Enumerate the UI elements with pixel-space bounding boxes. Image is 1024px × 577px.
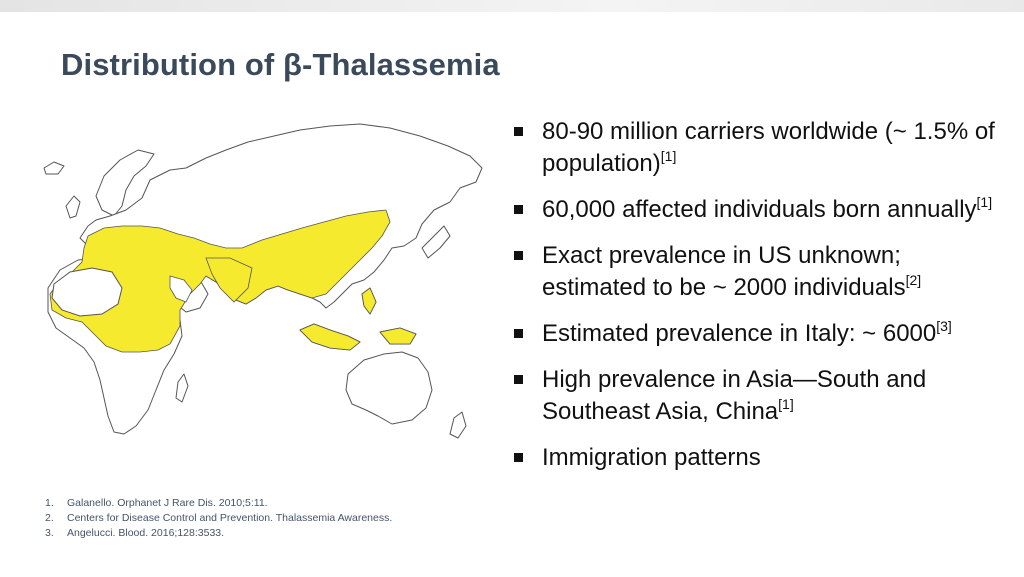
japan-outline (422, 226, 450, 258)
world-distribution-map (30, 98, 500, 458)
bullet-text: High prevalence in Asia—South and Southeast Asia, China (542, 366, 927, 425)
slide-title: Distribution of β-Thalassemia (61, 47, 500, 82)
iceland-outline (44, 162, 64, 174)
reference-list (45, 496, 392, 541)
bullet-text: Estimated prevalence in Italy: ~ 6000 (542, 320, 937, 347)
bullet-item (514, 194, 1004, 226)
bullet-marker (514, 329, 523, 338)
bullet-marker (514, 375, 523, 384)
reference-item (45, 511, 392, 526)
reference-item (45, 526, 392, 541)
bullet-list (514, 116, 1004, 488)
bullet-text: Exact prevalence in US unknown; estimated to be ~ 2000 individuals (542, 242, 906, 301)
reference-number: 3. (45, 527, 54, 539)
bullet-marker (514, 127, 523, 136)
bullet-ref: [1] (660, 148, 677, 164)
bullet-marker (514, 251, 523, 260)
reference-text: Centers for Disease Control and Prevention. Thalassemia Awareness. (67, 512, 393, 524)
bullet-item (514, 318, 1004, 350)
bullet-item (514, 364, 1004, 428)
bullet-ref: [2] (905, 272, 922, 288)
belt-new-guinea (380, 328, 416, 344)
bullet-ref: [1] (976, 194, 993, 210)
bullet-ref: [3] (936, 318, 952, 334)
reference-number: 1. (45, 497, 54, 509)
british-isles-outline (66, 196, 80, 218)
bullet-item (514, 116, 1004, 180)
reference-text: Angelucci. Blood. 2016;128:3533. (67, 527, 225, 539)
bullet-item (514, 240, 1004, 304)
bullet-ref: [1] (778, 396, 794, 412)
reference-text: Galanello. Orphanet J Rare Dis. 2010;5:11. (67, 497, 268, 509)
madagascar-outline (176, 374, 188, 402)
bullet-marker (514, 453, 523, 462)
bullet-marker (514, 205, 523, 214)
bullet-text: Immigration patterns (542, 444, 761, 471)
window-top-strip (0, 0, 1024, 12)
reference-number: 2. (45, 512, 54, 524)
australia-outline (346, 352, 432, 424)
bullet-text: 60,000 affected individuals born annually (542, 196, 977, 223)
bullet-item (514, 442, 1004, 474)
bullet-text: 80-90 million carriers worldwide (~ 1.5% of population) (542, 118, 995, 177)
new-zealand-outline (450, 412, 466, 438)
reference-item (45, 496, 392, 511)
